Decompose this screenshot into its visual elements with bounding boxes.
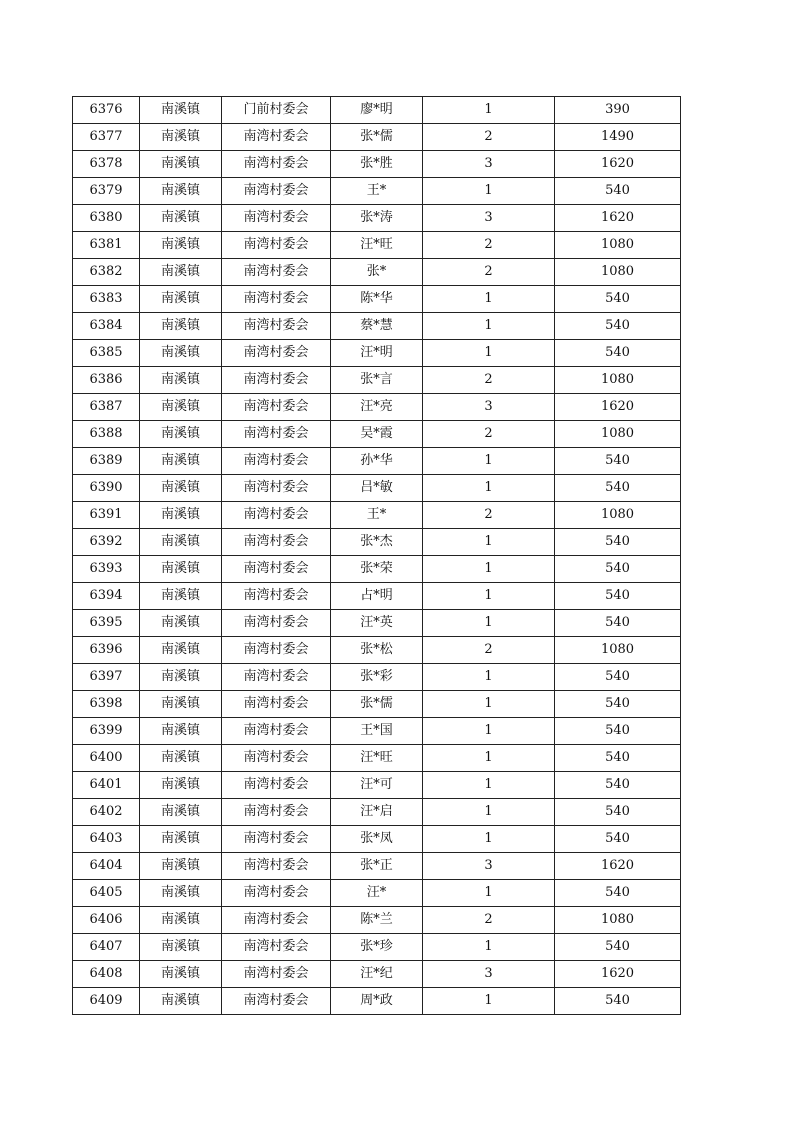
count-cell: 1 — [423, 286, 555, 313]
village-committee-cell: 南湾村委会 — [222, 988, 331, 1015]
village-committee-cell: 南湾村委会 — [222, 205, 331, 232]
name-cell: 汪*亮 — [331, 394, 423, 421]
town-cell: 南溪镇 — [140, 421, 222, 448]
town-cell: 南溪镇 — [140, 286, 222, 313]
name-cell: 王* — [331, 178, 423, 205]
name-cell: 张*彩 — [331, 664, 423, 691]
amount-cell: 1080 — [555, 259, 681, 286]
row-number-cell: 6382 — [73, 259, 140, 286]
amount-cell: 540 — [555, 988, 681, 1015]
amount-cell: 1080 — [555, 421, 681, 448]
table-body — [73, 97, 681, 1015]
village-committee-cell: 南湾村委会 — [222, 340, 331, 367]
table-row — [73, 907, 681, 934]
town-cell: 南溪镇 — [140, 151, 222, 178]
name-cell: 汪*旺 — [331, 745, 423, 772]
amount-cell: 540 — [555, 286, 681, 313]
row-number-cell: 6376 — [73, 97, 140, 124]
village-committee-cell: 南湾村委会 — [222, 556, 331, 583]
count-cell: 1 — [423, 475, 555, 502]
count-cell: 1 — [423, 718, 555, 745]
row-number-cell: 6397 — [73, 664, 140, 691]
count-cell: 1 — [423, 448, 555, 475]
row-number-cell: 6404 — [73, 853, 140, 880]
name-cell: 陈*华 — [331, 286, 423, 313]
count-cell: 2 — [423, 232, 555, 259]
amount-cell: 1620 — [555, 853, 681, 880]
amount-cell: 1620 — [555, 394, 681, 421]
town-cell: 南溪镇 — [140, 124, 222, 151]
row-number-cell: 6405 — [73, 880, 140, 907]
town-cell: 南溪镇 — [140, 97, 222, 124]
village-committee-cell: 南湾村委会 — [222, 259, 331, 286]
count-cell: 2 — [423, 421, 555, 448]
count-cell: 3 — [423, 961, 555, 988]
amount-cell: 1080 — [555, 637, 681, 664]
table-row — [73, 97, 681, 124]
town-cell: 南溪镇 — [140, 448, 222, 475]
town-cell: 南溪镇 — [140, 664, 222, 691]
table-row — [73, 961, 681, 988]
row-number-cell: 6378 — [73, 151, 140, 178]
table-row — [73, 718, 681, 745]
count-cell: 1 — [423, 583, 555, 610]
row-number-cell: 6402 — [73, 799, 140, 826]
table-row — [73, 421, 681, 448]
village-committee-cell: 南湾村委会 — [222, 880, 331, 907]
amount-cell: 540 — [555, 610, 681, 637]
name-cell: 王*国 — [331, 718, 423, 745]
row-number-cell: 6398 — [73, 691, 140, 718]
town-cell: 南溪镇 — [140, 772, 222, 799]
name-cell: 周*政 — [331, 988, 423, 1015]
town-cell: 南溪镇 — [140, 259, 222, 286]
amount-cell: 540 — [555, 475, 681, 502]
table-row — [73, 934, 681, 961]
table-row — [73, 988, 681, 1015]
town-cell: 南溪镇 — [140, 691, 222, 718]
village-committee-cell: 南湾村委会 — [222, 367, 331, 394]
village-committee-cell: 南湾村委会 — [222, 961, 331, 988]
row-number-cell: 6387 — [73, 394, 140, 421]
village-committee-cell: 南湾村委会 — [222, 583, 331, 610]
town-cell: 南溪镇 — [140, 853, 222, 880]
town-cell: 南溪镇 — [140, 340, 222, 367]
count-cell: 1 — [423, 772, 555, 799]
amount-cell: 1080 — [555, 502, 681, 529]
village-committee-cell: 南湾村委会 — [222, 421, 331, 448]
village-committee-cell: 南湾村委会 — [222, 394, 331, 421]
village-committee-cell: 南湾村委会 — [222, 799, 331, 826]
name-cell: 张*言 — [331, 367, 423, 394]
name-cell: 陈*兰 — [331, 907, 423, 934]
count-cell: 1 — [423, 529, 555, 556]
name-cell: 汪*启 — [331, 799, 423, 826]
table-row — [73, 151, 681, 178]
town-cell: 南溪镇 — [140, 988, 222, 1015]
name-cell: 汪*可 — [331, 772, 423, 799]
village-committee-cell: 南湾村委会 — [222, 448, 331, 475]
town-cell: 南溪镇 — [140, 880, 222, 907]
row-number-cell: 6384 — [73, 313, 140, 340]
amount-cell: 1620 — [555, 151, 681, 178]
amount-cell: 540 — [555, 799, 681, 826]
row-number-cell: 6383 — [73, 286, 140, 313]
name-cell: 张*凤 — [331, 826, 423, 853]
town-cell: 南溪镇 — [140, 610, 222, 637]
row-number-cell: 6381 — [73, 232, 140, 259]
village-committee-cell: 南湾村委会 — [222, 745, 331, 772]
row-number-cell: 6389 — [73, 448, 140, 475]
town-cell: 南溪镇 — [140, 205, 222, 232]
town-cell: 南溪镇 — [140, 367, 222, 394]
town-cell: 南溪镇 — [140, 529, 222, 556]
town-cell: 南溪镇 — [140, 502, 222, 529]
town-cell: 南溪镇 — [140, 313, 222, 340]
row-number-cell: 6393 — [73, 556, 140, 583]
village-committee-cell: 南湾村委会 — [222, 934, 331, 961]
town-cell: 南溪镇 — [140, 583, 222, 610]
row-number-cell: 6391 — [73, 502, 140, 529]
amount-cell: 540 — [555, 583, 681, 610]
count-cell: 1 — [423, 556, 555, 583]
row-number-cell: 6386 — [73, 367, 140, 394]
count-cell: 3 — [423, 205, 555, 232]
count-cell: 2 — [423, 907, 555, 934]
town-cell: 南溪镇 — [140, 556, 222, 583]
amount-cell: 1620 — [555, 205, 681, 232]
count-cell: 1 — [423, 97, 555, 124]
name-cell: 张*胜 — [331, 151, 423, 178]
row-number-cell: 6385 — [73, 340, 140, 367]
count-cell: 1 — [423, 988, 555, 1015]
village-committee-cell: 南湾村委会 — [222, 610, 331, 637]
village-committee-cell: 南湾村委会 — [222, 772, 331, 799]
table-row — [73, 799, 681, 826]
row-number-cell: 6380 — [73, 205, 140, 232]
table-row — [73, 259, 681, 286]
table-row — [73, 205, 681, 232]
village-committee-cell: 南湾村委会 — [222, 313, 331, 340]
name-cell: 孙*华 — [331, 448, 423, 475]
village-committee-cell: 南湾村委会 — [222, 664, 331, 691]
amount-cell: 540 — [555, 664, 681, 691]
name-cell: 汪*英 — [331, 610, 423, 637]
village-committee-cell: 南湾村委会 — [222, 475, 331, 502]
count-cell: 1 — [423, 313, 555, 340]
count-cell: 1 — [423, 934, 555, 961]
row-number-cell: 6394 — [73, 583, 140, 610]
amount-cell: 540 — [555, 772, 681, 799]
amount-cell: 540 — [555, 340, 681, 367]
table-row — [73, 880, 681, 907]
table-row — [73, 664, 681, 691]
name-cell: 蔡*慧 — [331, 313, 423, 340]
amount-cell: 540 — [555, 880, 681, 907]
count-cell: 2 — [423, 502, 555, 529]
name-cell: 张*松 — [331, 637, 423, 664]
amount-cell: 1490 — [555, 124, 681, 151]
row-number-cell: 6379 — [73, 178, 140, 205]
table-row — [73, 826, 681, 853]
amount-cell: 390 — [555, 97, 681, 124]
village-committee-cell: 南湾村委会 — [222, 151, 331, 178]
count-cell: 2 — [423, 637, 555, 664]
name-cell: 王* — [331, 502, 423, 529]
name-cell: 汪*明 — [331, 340, 423, 367]
table-row — [73, 232, 681, 259]
name-cell: 吴*霞 — [331, 421, 423, 448]
table-row — [73, 502, 681, 529]
row-number-cell: 6399 — [73, 718, 140, 745]
table-row — [73, 610, 681, 637]
name-cell: 张*儒 — [331, 691, 423, 718]
name-cell: 张*荣 — [331, 556, 423, 583]
row-number-cell: 6409 — [73, 988, 140, 1015]
name-cell: 汪*纪 — [331, 961, 423, 988]
count-cell: 1 — [423, 610, 555, 637]
name-cell: 张*儒 — [331, 124, 423, 151]
table-row — [73, 313, 681, 340]
amount-cell: 540 — [555, 556, 681, 583]
village-committee-cell: 南湾村委会 — [222, 124, 331, 151]
name-cell: 张*珍 — [331, 934, 423, 961]
town-cell: 南溪镇 — [140, 178, 222, 205]
town-cell: 南溪镇 — [140, 637, 222, 664]
amount-cell: 540 — [555, 313, 681, 340]
table-row — [73, 394, 681, 421]
village-committee-cell: 南湾村委会 — [222, 718, 331, 745]
count-cell: 1 — [423, 178, 555, 205]
village-committee-cell: 南湾村委会 — [222, 286, 331, 313]
name-cell: 占*明 — [331, 583, 423, 610]
name-cell: 汪* — [331, 880, 423, 907]
town-cell: 南溪镇 — [140, 745, 222, 772]
count-cell: 1 — [423, 340, 555, 367]
row-number-cell: 6377 — [73, 124, 140, 151]
amount-cell: 540 — [555, 529, 681, 556]
amount-cell: 1080 — [555, 232, 681, 259]
village-committee-cell: 南湾村委会 — [222, 826, 331, 853]
count-cell: 1 — [423, 664, 555, 691]
town-cell: 南溪镇 — [140, 232, 222, 259]
table-row — [73, 178, 681, 205]
table-row — [73, 124, 681, 151]
table-row — [73, 286, 681, 313]
name-cell: 张*正 — [331, 853, 423, 880]
name-cell: 汪*旺 — [331, 232, 423, 259]
village-committee-cell: 门前村委会 — [222, 97, 331, 124]
village-committee-cell: 南湾村委会 — [222, 232, 331, 259]
count-cell: 1 — [423, 799, 555, 826]
count-cell: 1 — [423, 691, 555, 718]
count-cell: 3 — [423, 394, 555, 421]
amount-cell: 540 — [555, 178, 681, 205]
count-cell: 3 — [423, 853, 555, 880]
village-committee-cell: 南湾村委会 — [222, 853, 331, 880]
name-cell: 张* — [331, 259, 423, 286]
table-row — [73, 556, 681, 583]
amount-cell: 540 — [555, 448, 681, 475]
amount-cell: 1080 — [555, 367, 681, 394]
row-number-cell: 6407 — [73, 934, 140, 961]
name-cell: 吕*敏 — [331, 475, 423, 502]
town-cell: 南溪镇 — [140, 961, 222, 988]
count-cell: 2 — [423, 367, 555, 394]
town-cell: 南溪镇 — [140, 799, 222, 826]
count-cell: 1 — [423, 826, 555, 853]
count-cell: 3 — [423, 151, 555, 178]
data-table — [72, 96, 681, 1015]
row-number-cell: 6395 — [73, 610, 140, 637]
town-cell: 南溪镇 — [140, 394, 222, 421]
count-cell: 2 — [423, 259, 555, 286]
amount-cell: 1620 — [555, 961, 681, 988]
town-cell: 南溪镇 — [140, 475, 222, 502]
name-cell: 张*涛 — [331, 205, 423, 232]
town-cell: 南溪镇 — [140, 718, 222, 745]
table-row — [73, 691, 681, 718]
row-number-cell: 6403 — [73, 826, 140, 853]
name-cell: 张*杰 — [331, 529, 423, 556]
row-number-cell: 6392 — [73, 529, 140, 556]
town-cell: 南溪镇 — [140, 826, 222, 853]
table-row — [73, 637, 681, 664]
amount-cell: 540 — [555, 934, 681, 961]
table-row — [73, 340, 681, 367]
row-number-cell: 6390 — [73, 475, 140, 502]
village-committee-cell: 南湾村委会 — [222, 529, 331, 556]
town-cell: 南溪镇 — [140, 934, 222, 961]
village-committee-cell: 南湾村委会 — [222, 178, 331, 205]
table-row — [73, 367, 681, 394]
amount-cell: 540 — [555, 826, 681, 853]
row-number-cell: 6388 — [73, 421, 140, 448]
village-committee-cell: 南湾村委会 — [222, 907, 331, 934]
amount-cell: 540 — [555, 745, 681, 772]
town-cell: 南溪镇 — [140, 907, 222, 934]
row-number-cell: 6396 — [73, 637, 140, 664]
amount-cell: 1080 — [555, 907, 681, 934]
row-number-cell: 6408 — [73, 961, 140, 988]
table-row — [73, 475, 681, 502]
row-number-cell: 6400 — [73, 745, 140, 772]
table-row — [73, 772, 681, 799]
table-row — [73, 529, 681, 556]
village-committee-cell: 南湾村委会 — [222, 502, 331, 529]
village-committee-cell: 南湾村委会 — [222, 691, 331, 718]
row-number-cell: 6406 — [73, 907, 140, 934]
count-cell: 1 — [423, 745, 555, 772]
table-row — [73, 853, 681, 880]
table-row — [73, 745, 681, 772]
amount-cell: 540 — [555, 718, 681, 745]
count-cell: 2 — [423, 124, 555, 151]
row-number-cell: 6401 — [73, 772, 140, 799]
table-row — [73, 448, 681, 475]
count-cell: 1 — [423, 880, 555, 907]
village-committee-cell: 南湾村委会 — [222, 637, 331, 664]
table-row — [73, 583, 681, 610]
name-cell: 廖*明 — [331, 97, 423, 124]
amount-cell: 540 — [555, 691, 681, 718]
